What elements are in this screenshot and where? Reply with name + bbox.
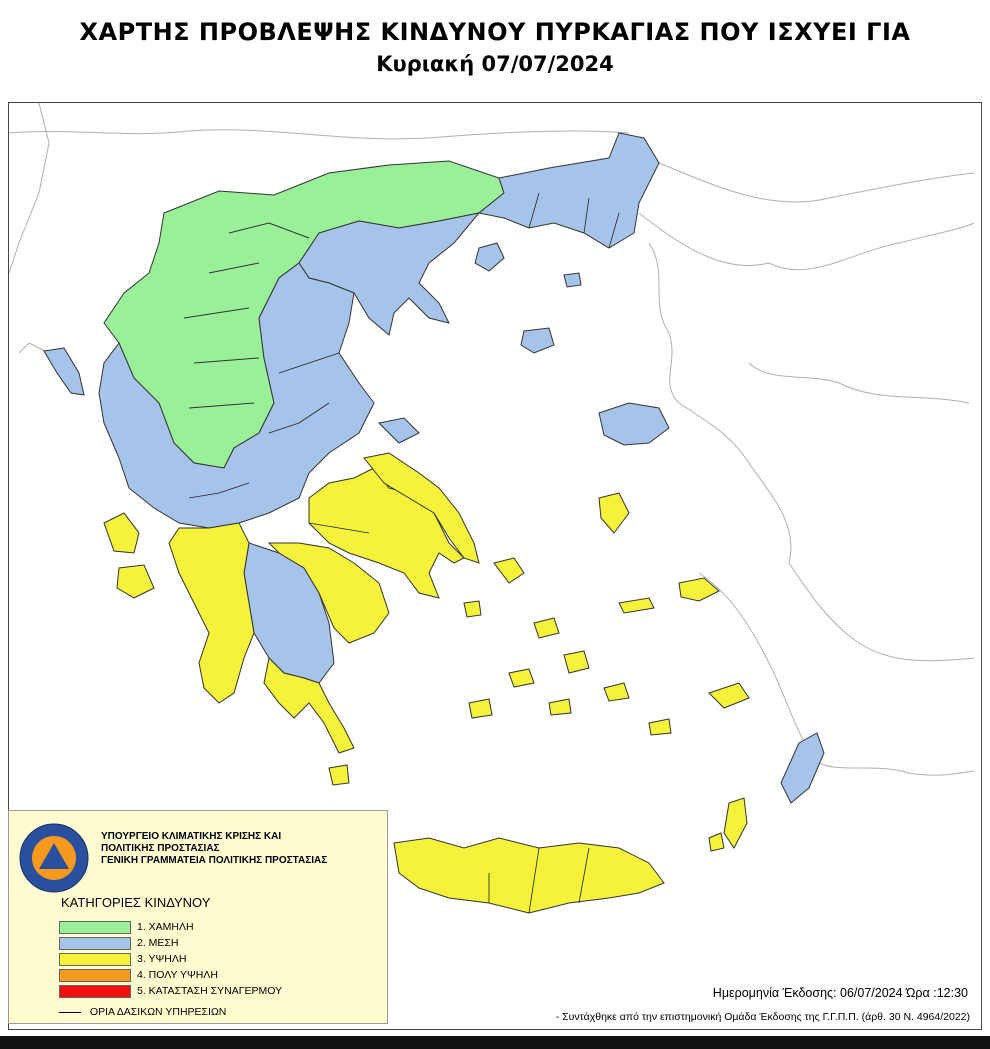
- legend-item-high: [59, 953, 379, 966]
- issue-date: Ημερομηνία Έκδοσης: 06/07/2024 Ώρα :12:30: [712, 986, 968, 1000]
- organization-line-3: ΓΕΝΙΚΗ ΓΡΑΜΜΑΤΕΙΑ ΠΟΛΙΤΙΚΗΣ ΠΡΟΣΤΑΣΙΑΣ: [101, 855, 328, 866]
- legend-label-low: 1. ΧΑΜΗΛΗ: [137, 921, 194, 933]
- legend-label-high: 3. ΥΨΗΛΗ: [137, 953, 187, 965]
- credit-note: - Συντάχθηκε από την επιστημονική Ομάδα Έκδοσης της Γ.Γ.Π.Π. (άρθ. 30 Ν. 4964/2022): [555, 1011, 970, 1023]
- legend-label-forest-boundaries: ΟΡΙΑ ΔΑΣΙΚΩΝ ΥΠΗΡΕΣΙΩΝ: [89, 1006, 227, 1018]
- legend-item-alert: [59, 985, 379, 998]
- forest-boundary-line-icon: [59, 1012, 81, 1013]
- legend-label-medium: 2. ΜΕΣΗ: [137, 937, 179, 949]
- map-header: [0, 18, 990, 76]
- legend-swatch-alert: [59, 985, 131, 998]
- organization-name: [101, 831, 327, 867]
- legend-swatch-very-high: [59, 969, 131, 982]
- organization-line-1: ΥΠΟΥΡΓΕΙΟ ΚΛΙΜΑΤΙΚΗΣ ΚΡΙΣΗΣ ΚΑΙ: [101, 831, 282, 842]
- map-date: Κυριακή 07/07/2024: [376, 52, 614, 76]
- legend-swatch-high: [59, 953, 131, 966]
- legend-label-alert: 5. ΚΑΤΑΣΤΑΣΗ ΣΥΝΑΓΕΡΜΟΥ: [137, 985, 283, 997]
- map-legend: [8, 810, 388, 1024]
- legend-item-medium: [59, 937, 379, 950]
- categories-title: ΚΑΤΗΓΟΡΙΕΣ ΚΙΝΔΥΝΟΥ: [61, 895, 211, 910]
- bottom-bar: [0, 1036, 990, 1049]
- legend-item-very-high: [59, 969, 379, 982]
- legend-label-very-high: 4. ΠΟΛΥ ΥΨΗΛΗ: [137, 969, 218, 981]
- legend-item-forest-boundaries: [59, 1006, 226, 1018]
- legend-swatch-low: [59, 921, 131, 934]
- legend-item-low: [59, 921, 379, 934]
- map-title: ΧΑΡΤΗΣ ΠΡΟΒΛΕΨΗΣ ΚΙΝΔΥΝΟΥ ΠΥΡΚΑΓΙΑΣ ΠΟΥ ΙΣΧΥΕΙ ΓΙΑ: [79, 18, 911, 46]
- organization-line-2: ΠΟΛΙΤΙΚΗΣ ΠΡΟΣΤΑΣΙΑΣ: [101, 843, 220, 854]
- civil-protection-emblem-icon: [19, 823, 89, 893]
- legend-swatch-medium: [59, 937, 131, 950]
